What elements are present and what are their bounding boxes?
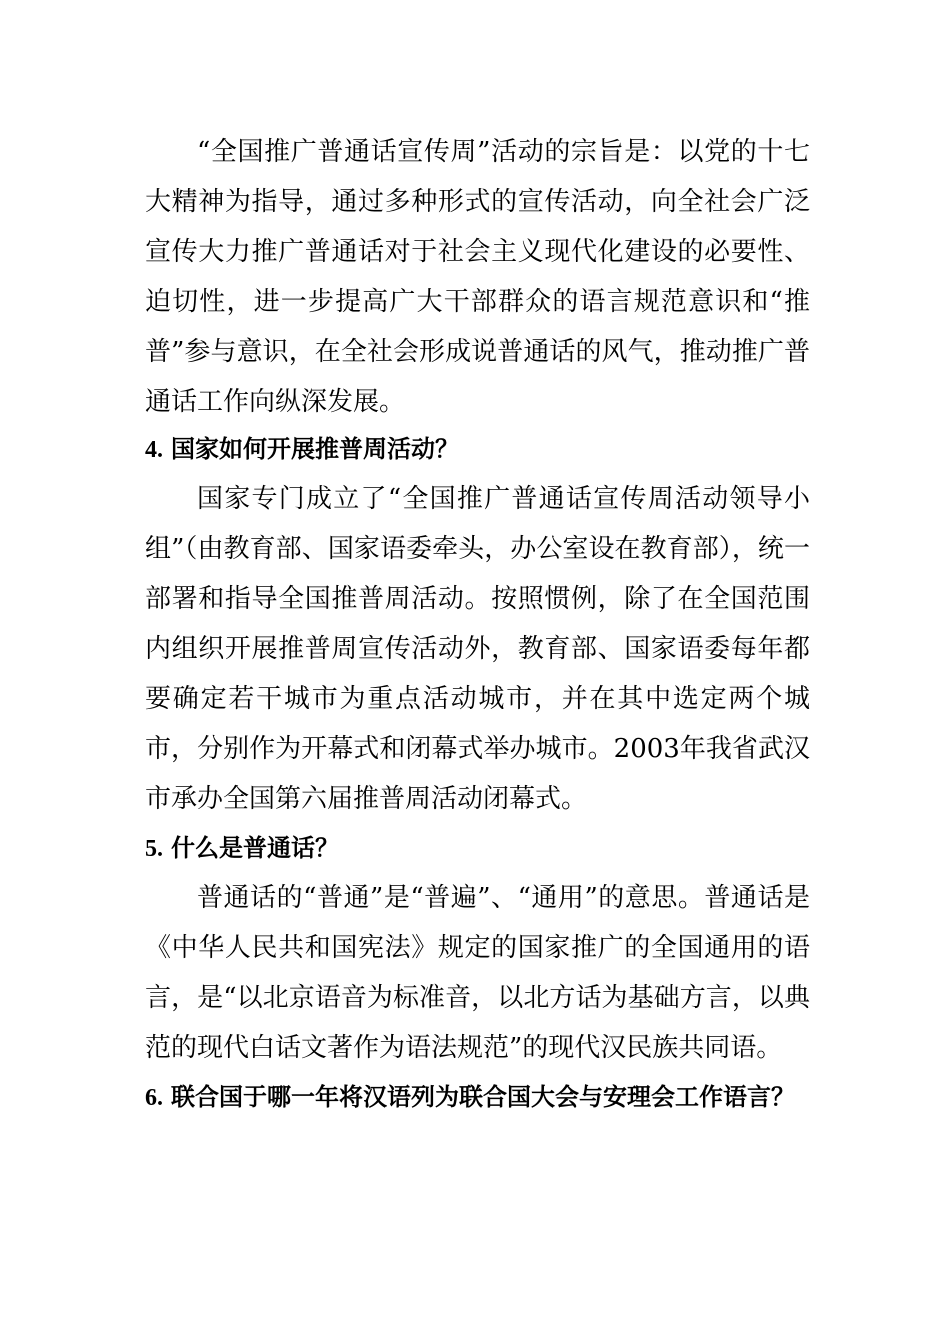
heading-question-5	[145, 823, 810, 874]
paragraph-definition: 普通话的“普通”是“普遍”、“通用”的意思。普通话是《中华人民共和国宪法》规定的国家推广的全国通用的语言，是“以北京语音为标准音，以北方话为基础方言，以典范的现代白话文著作为语法规范”的现代汉民族共同语。	[145, 883, 810, 1063]
heading-number: 4.	[145, 437, 163, 463]
heading-question-6	[145, 1072, 810, 1123]
document-page	[145, 0, 810, 1344]
heading-text: 联合国于哪一年将汉语列为联合国大会与安理会工作语言？	[171, 1083, 795, 1111]
heading-text: 什么是普通话？	[171, 834, 339, 862]
heading-number: 6.	[145, 1085, 163, 1111]
heading-number: 5.	[145, 836, 163, 862]
paragraph-purpose: “全国推广普通话宣传周”活动的宗旨是：以党的十七大精神为指导，通过多种形式的宣传活动，向全社会广泛宣传大力推广普通话对于社会主义现代化建设的必要性、迫切性，进一步提高广大干部群众的语言规范意识和“推普”参与意识，在全社会形成说普通话的风气，推动推广普通话工作向纵深发展。	[145, 137, 810, 417]
heading-question-4	[145, 424, 810, 475]
heading-text: 国家如何开展推普周活动？	[171, 435, 459, 463]
paragraph-activity: 国家专门成立了“全国推广普通话宣传周活动领导小组”（由教育部、国家语委牵头，办公室设在教育部），统一部署和指导全国推普周活动。按照惯例，除了在全国范围内组织开展推普周宣传活动外，教育部、国家语委每年都要确定若干城市为重点活动城市，并在其中选定两个城市，分别作为开幕式和闭幕式举办城市。2003年我省武汉市承办全国第六届推普周活动闭幕式。	[145, 484, 810, 814]
